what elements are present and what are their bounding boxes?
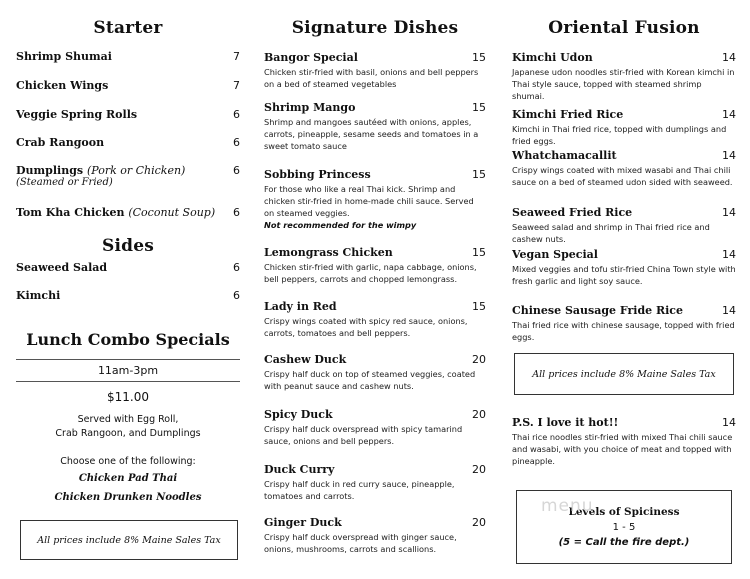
item-description: Kimchi in Thai fried rice, topped with dumplings and fried eggs.: [512, 124, 727, 146]
item-name: Veggie Spring Rolls: [16, 108, 138, 121]
menu-item: [512, 248, 736, 287]
menu-item: [264, 353, 486, 392]
item-price: 15: [472, 101, 486, 114]
item-price: 20: [472, 408, 486, 421]
item-name: Crab Rangoon: [16, 136, 105, 149]
menu-item: [16, 108, 240, 121]
menu-item: [16, 136, 240, 149]
lunch-choice: Chicken Pad Thai: [78, 473, 178, 484]
item-sub-note: (Steamed or Fried): [16, 177, 113, 188]
item-price: 6: [233, 206, 240, 219]
item-price: 15: [472, 51, 486, 64]
item-name: Duck Curry: [264, 463, 335, 476]
item-price: 20: [472, 463, 486, 476]
menu-item: [264, 51, 486, 90]
item-name: Spicy Duck: [264, 408, 333, 421]
item-name: Seaweed Fried Rice: [512, 206, 633, 219]
item-note: (Coconut Soup): [128, 206, 216, 219]
item-name: Kimchi: [16, 289, 61, 302]
item-note: (Pork or Chicken): [86, 164, 186, 177]
menu-item: [264, 516, 486, 555]
item-name: Lemongrass Chicken: [264, 246, 393, 259]
tax-note-box: [20, 520, 238, 560]
menu-item: [512, 51, 736, 102]
item-description: Thai fried rice with chinese sausage, topped with fried eggs.: [512, 320, 735, 342]
fusion-heading: Oriental Fusion: [548, 18, 700, 38]
item-price: 6: [233, 108, 240, 121]
item-description: Chicken stir-fried with basil, onions and bell peppers on a bed of steamed vegetables: [264, 67, 479, 89]
item-name: Kimchi Fried Rice: [512, 108, 624, 121]
menu-item: [512, 149, 736, 188]
menu-item: [264, 463, 486, 502]
spice-scale: 1 - 5: [612, 521, 636, 533]
item-description: Crispy wings coated with spicy red sauce, onions, carrots, tomatoes and bell peppers.: [264, 316, 468, 338]
menu-item: [16, 261, 240, 274]
item-description: Chicken stir-fried with garlic, napa cabbage, onions, bell peppers, carrots and chopped lemongrass.: [264, 262, 477, 284]
menu-item: [512, 304, 736, 343]
item-description: Crispy half duck overspread with ginger sauce, onions, mushrooms, carrots and scallions.: [264, 532, 457, 554]
item-price: 20: [472, 353, 486, 366]
item-description: Crispy half duck on top of steamed veggies, coated with peanut sauce and cashew nuts.: [264, 369, 476, 391]
tax-note: All prices include 8% Maine Sales Tax: [37, 534, 221, 546]
tax-note-box: [514, 353, 734, 395]
lunch-price: $11.00: [107, 390, 149, 404]
item-price: 14: [722, 248, 736, 261]
item-description: Seaweed salad and shrimp in Thai fried rice and cashew nuts.: [512, 222, 710, 244]
item-price: 6: [233, 289, 240, 302]
menu-item: [16, 164, 240, 188]
item-warning: Not recommended for the wimpy: [264, 220, 417, 230]
item-description: Japanese udon noodles stir-fried with Korean kimchi in Thai style sauce, topped with steamed shrimp shumai.: [512, 67, 735, 101]
item-price: 14: [722, 149, 736, 162]
item-description: Crispy half duck in red curry sauce, pineapple, tomatoes and carrots.: [264, 479, 455, 501]
menu-item: [16, 289, 240, 302]
spice-level-box: [516, 490, 732, 564]
starter-heading: Starter: [93, 18, 163, 38]
item-price: 6: [233, 164, 240, 177]
lunch-choice: Chicken Drunken Noodles: [54, 492, 202, 503]
item-price: 6: [233, 261, 240, 274]
item-name: Ginger Duck: [264, 516, 342, 529]
menu-item: [16, 79, 240, 92]
sides-heading: Sides: [101, 236, 154, 256]
item-price: 7: [233, 50, 240, 63]
item-name: Dumplings: [16, 164, 84, 177]
menu-item: [16, 50, 240, 63]
item-name: Chinese Sausage Fride Rice: [512, 304, 683, 317]
lunch-combo-title: Lunch Combo Specials: [26, 330, 230, 349]
lunch-served-line: Served with Egg Roll,: [77, 414, 179, 425]
item-description: Shrimp and mangoes sautéed with onions, apples, carrots, pineapple, sesame seeds and tomatoes in a sweet tomato sauce: [264, 117, 479, 151]
item-price: 7: [233, 79, 240, 92]
menu-item: [16, 206, 240, 219]
item-price: 14: [722, 416, 736, 429]
item-description: Mixed veggies and tofu stir-fried China Town style with fresh garlic and light soy sauce.: [512, 264, 736, 286]
item-name: Sobbing Princess: [264, 168, 371, 181]
item-description: Thai rice noodles stir-fried with mixed Thai chili sauce and wasabi, with you choice of meat and topped with pineapple.: [512, 432, 733, 466]
lunch-hours: 11am-3pm: [16, 359, 240, 382]
item-price: 6: [233, 136, 240, 149]
item-name: Vegan Special: [512, 248, 598, 261]
menu-item: [264, 246, 486, 285]
spice-note: (5 = Call the fire dept.): [558, 536, 690, 548]
item-price: 20: [472, 516, 486, 529]
item-name: Cashew Duck: [264, 353, 347, 366]
menu-item: [264, 300, 486, 339]
item-price: 15: [472, 246, 486, 259]
menu-item: [264, 101, 486, 152]
watermark: menu: [541, 496, 594, 516]
lunch-served-line: Crab Rangoon, and Dumplings: [55, 428, 201, 439]
spice-title: Levels of Spiciness: [568, 505, 680, 518]
menu-item: [264, 408, 486, 447]
menu-item: [264, 168, 486, 231]
item-price: 14: [722, 108, 736, 121]
item-name: P.S. I love it hot!!: [512, 416, 619, 429]
item-name: Whatchamacallit: [512, 149, 617, 162]
signature-heading: Signature Dishes: [291, 18, 459, 38]
item-name: Kimchi Udon: [512, 51, 593, 64]
item-name: Tom Kha Chicken: [16, 206, 125, 219]
item-description: Crispy half duck overspread with spicy tamarind sauce, onions and bell peppers.: [264, 424, 463, 446]
menu-item: [512, 108, 736, 147]
item-description: For those who like a real Thai kick. Shrimp and chicken stir-fried in home-made chili sauce. Served on steamed veggies.: [264, 184, 474, 218]
item-name: Bangor Special: [264, 51, 358, 64]
item-price: 15: [472, 168, 486, 181]
item-name: Lady in Red: [264, 300, 337, 313]
lunch-choose: Choose one of the following:: [60, 456, 196, 467]
item-price: 14: [722, 304, 736, 317]
item-name: Chicken Wings: [16, 79, 109, 92]
item-price: 14: [722, 206, 736, 219]
menu-item: [512, 416, 736, 467]
menu-item: [512, 206, 736, 245]
item-name: Seaweed Salad: [16, 261, 108, 274]
item-price: 15: [472, 300, 486, 313]
item-name: Shrimp Shumai: [16, 50, 112, 63]
item-name: Shrimp Mango: [264, 101, 356, 114]
tax-note: All prices include 8% Maine Sales Tax: [532, 368, 716, 380]
item-price: 14: [722, 51, 736, 64]
item-description: Crispy wings coated with mixed wasabi and Thai chili sauce on a bed of steamed udon sided with seaweed.: [512, 165, 733, 187]
